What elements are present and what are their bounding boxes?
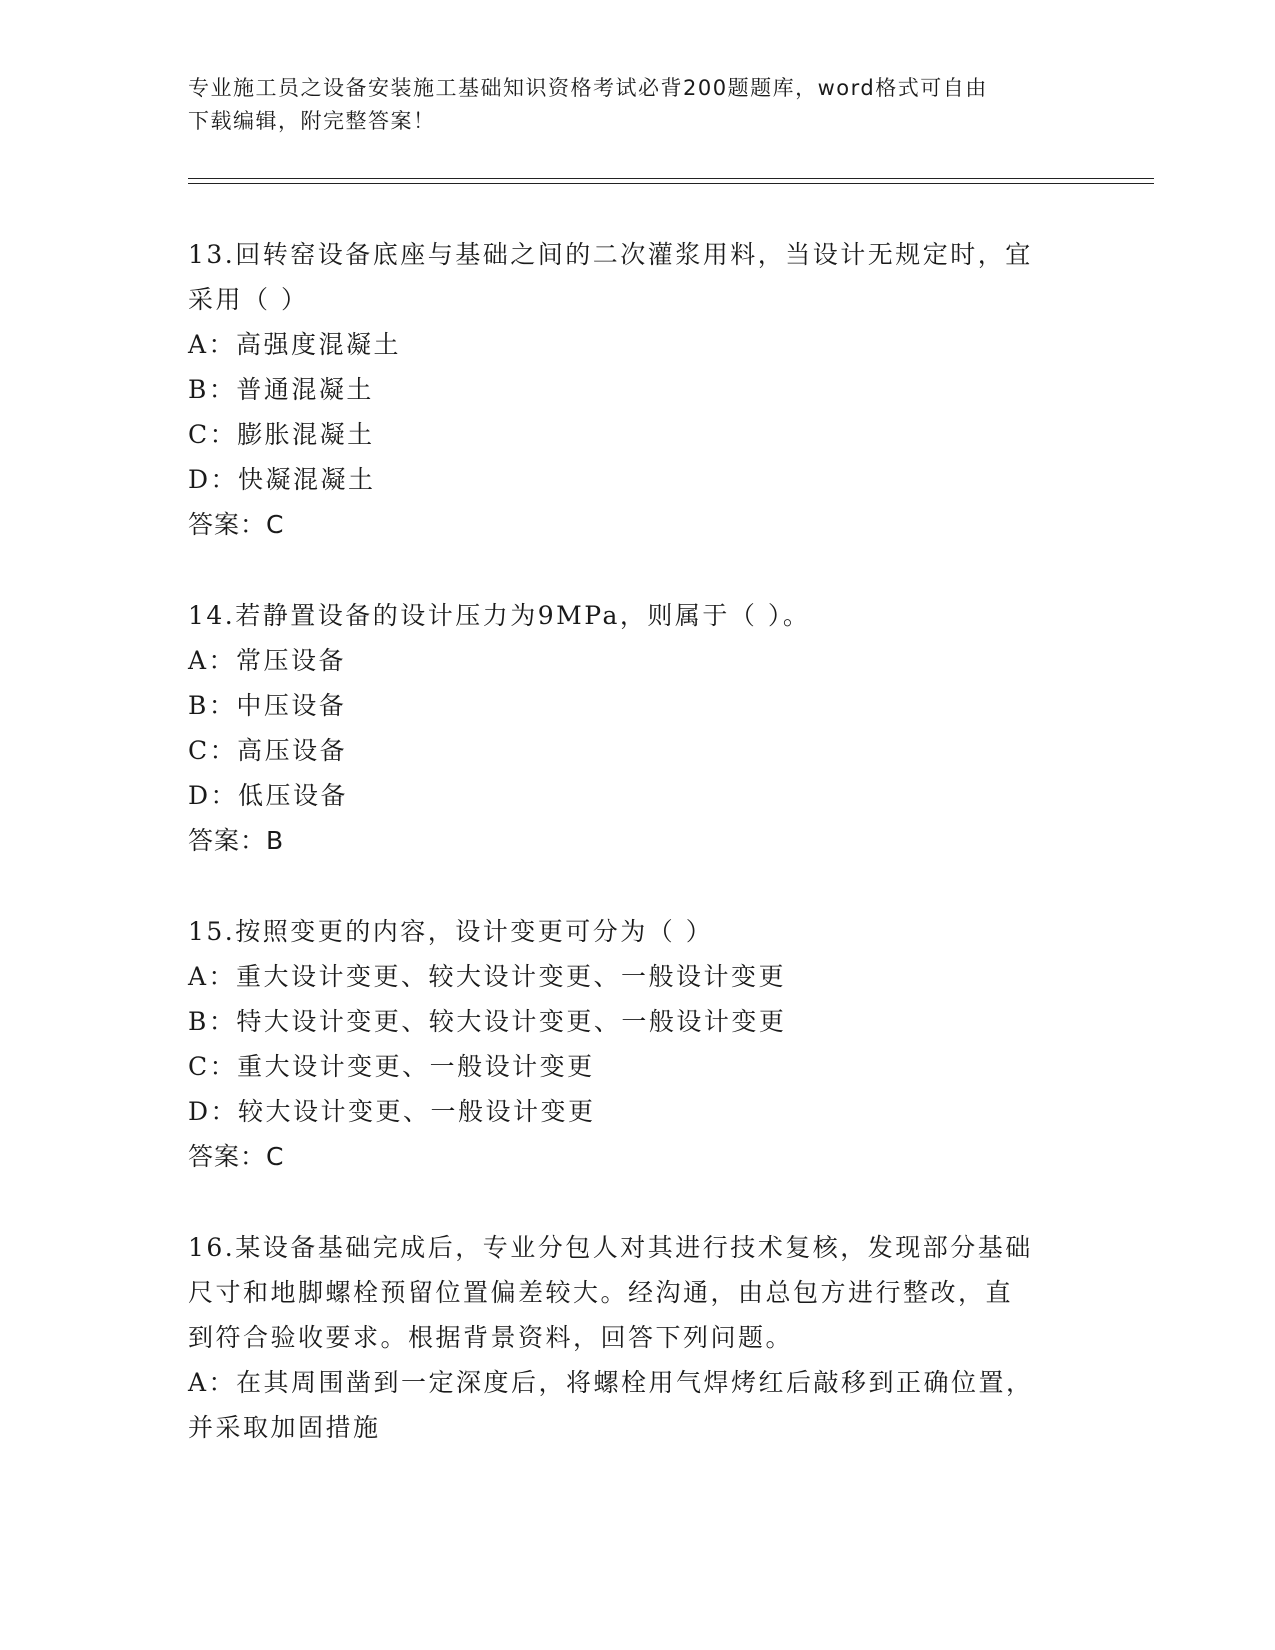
question-16 — [188, 1225, 1088, 1450]
option-a: A：常压设备 — [188, 646, 347, 675]
option-a: A：在其周围凿到一定深度后，将螺栓用气焊烤红后敲移到正确位置， — [188, 1368, 1034, 1397]
option-d: D：快凝混凝土 — [188, 465, 376, 494]
header-rule-top — [188, 178, 1154, 179]
question-list — [188, 232, 1088, 1496]
option-c: C：高压设备 — [188, 736, 348, 765]
answer-label: 答案：B — [188, 826, 285, 855]
stem-line: 采用（ ） — [188, 285, 309, 314]
question-13 — [188, 232, 1088, 547]
question-stem — [188, 909, 1088, 954]
header-line-1: 专业施工员之设备安装施工基础知识资格考试必背200题题库，word格式可自由 — [188, 76, 988, 100]
question-14 — [188, 593, 1088, 863]
question-stem — [188, 593, 1088, 638]
option-c: C：膨胀混凝土 — [188, 420, 375, 449]
header-line-2: 下载编辑，附完整答案！ — [188, 109, 436, 133]
option-c: C：重大设计变更、一般设计变更 — [188, 1052, 595, 1081]
option-d: D：低压设备 — [188, 781, 349, 810]
answer-label: 答案：C — [188, 510, 285, 539]
option-b: B：特大设计变更、较大设计变更、一般设计变更 — [188, 1007, 787, 1036]
stem-line: 到符合验收要求。根据背景资料，回答下列问题。 — [188, 1323, 794, 1352]
option-a: A：高强度混凝土 — [188, 330, 402, 359]
option-b: B：普通混凝土 — [188, 375, 374, 404]
answer-label: 答案：C — [188, 1142, 285, 1171]
stem-line: 14.若静置设备的设计压力为9MPa，则属于（ ）。 — [188, 601, 811, 630]
question-stem — [188, 1225, 1088, 1360]
question-15 — [188, 909, 1088, 1179]
stem-line: 13.回转窑设备底座与基础之间的二次灌浆用料，当设计无规定时，宜 — [188, 240, 1033, 269]
stem-line: 15.按照变更的内容，设计变更可分为（ ） — [188, 917, 714, 946]
question-stem — [188, 232, 1088, 322]
stem-line: 尺寸和地脚螺栓预留位置偏差较大。经沟通，由总包方进行整改，直 — [188, 1278, 1014, 1307]
document-header — [188, 72, 1088, 138]
option-d: D：较大设计变更、一般设计变更 — [188, 1097, 596, 1126]
option-b: B：中压设备 — [188, 691, 347, 720]
option-a: A：重大设计变更、较大设计变更、一般设计变更 — [188, 962, 787, 991]
header-rule-bottom — [188, 183, 1154, 184]
option-a-continued: 并采取加固措施 — [188, 1413, 381, 1442]
stem-line: 16.某设备基础完成后，专业分包人对其进行技术复核，发现部分基础 — [188, 1233, 1033, 1262]
